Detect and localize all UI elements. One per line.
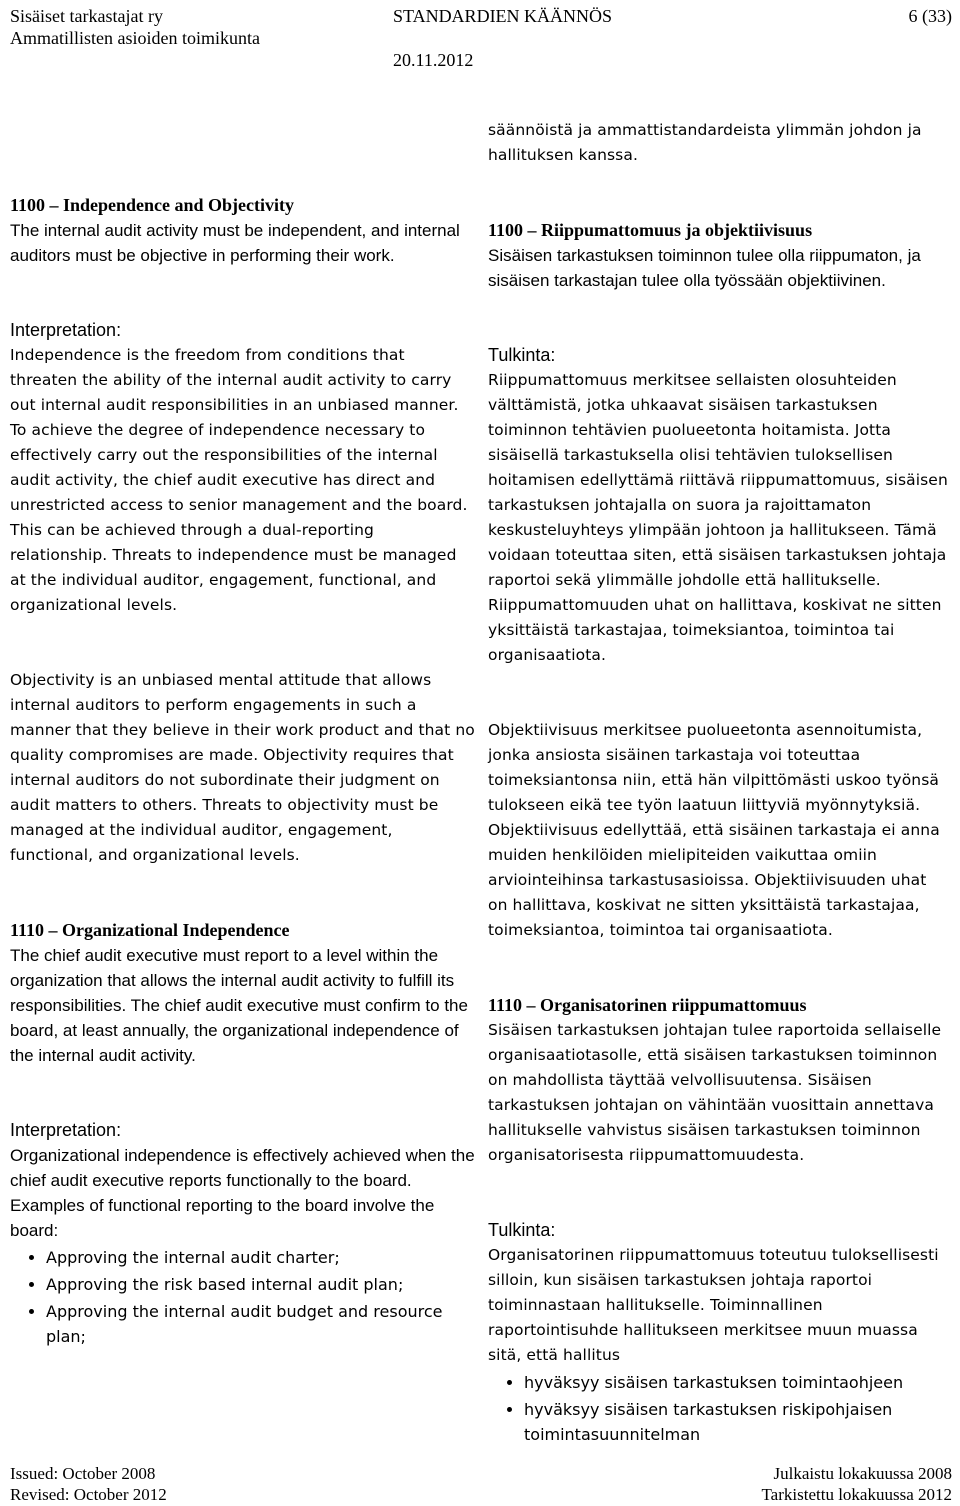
list-item: • Approving the internal audit charter;: [46, 1245, 476, 1270]
interpretation-2-label-fi: Tulkinta:: [488, 1220, 556, 1240]
footer-tarkistettu: Tarkistettu lokakuussa 2012: [761, 1485, 952, 1504]
interpretation-1-label-en: Interpretation:: [10, 320, 122, 340]
interpretation-1-body-fi: Riippumattomuus merkitsee sellaisten olosuhteiden välttämistä, jotka uhkaavat sisäisen tarkastuksen toiminnon tehtävien puolueetonta hoitamista. Jotta sisäisellä tarkastuksella olisi tehtävien tuloksellisen hoitamisen edellyttämä riittävä riippumattomuus, sisäisen tarkastuksen johtajalla on suora ja rajoittamaton keskusteluyhteys ylimpään johtoon ja hallitukseen. Tämä voidaan toteuttaa siten, että sisäisen tarkastuksen johtaja raportoi sekä ylimmälle johdolle että hallitukselle. Riippumattomuuden uhat on hallittava, koskivat ne sitten yksittäistä tarkastajaa, toimeksiantoa, toimintoa tai organisaatiota.: [488, 371, 948, 664]
section-1110-title-fi: 1110 – Organisatorinen riippumattomuus: [488, 995, 807, 1015]
section-1110-body-en: The chief audit executive must report to a level within the organization that allows the internal audit activity to fulfill its responsibilities. The chief audit executive must confirm to the board, at least annually, the organizational independence of the internal audit activity.: [10, 946, 468, 1065]
interpretation-2-body-fi: Organisatorinen riippumattomuus toteutuu tuloksellisesti silloin, kun sisäisen tarkastuksen johtaja raportoi toiminnastaan hallitukselle. Toiminnallinen raportointisuhde hallitukseen merkitsee muun muassa sitä, että hallitus: [488, 1246, 939, 1364]
board-duties-list-fi: [488, 1370, 950, 1447]
section-1110-en: [10, 918, 476, 1068]
list-item: • Approving the risk based internal audit plan;: [46, 1272, 476, 1297]
header-doc-title: STANDARDIEN KÄÄNNÖS: [393, 6, 613, 26]
interpretation-1-body-en: Independence is the freedom from conditions that threaten the ability of the internal audit activity to carry out internal audit responsibilities in an unbiased manner. To achieve the degree of independence necessary to effectively carry out the responsibilities of the internal audit activity, the chief audit executive has direct and unrestricted access to senior management and the board. This can be achieved through a dual-reporting relationship. Threats to independence must be managed at the individual auditor, engagement, functional, and organizational levels.: [10, 346, 468, 614]
interpretation-1-fi: [488, 343, 950, 668]
section-1100-body-en: The internal audit activity must be independent, and internal auditors must be objective in performing their work.: [10, 221, 460, 265]
section-1110-title-en: 1110 – Organizational Independence: [10, 920, 290, 940]
carry-over-paragraph-fi: [488, 118, 950, 168]
section-1100-title-en: 1100 – Independence and Objectivity: [10, 195, 295, 215]
objectivity-paragraph-en: [10, 668, 476, 868]
list-item: • Approving the internal audit budget and resource plan;: [46, 1299, 476, 1349]
section-1110-body-fi: Sisäisen tarkastuksen johtajan tulee raportoida sellaiselle organisaatiotasolle, että sisäisen tarkastuksen toiminnon on mahdollista täyttää velvollisuutensa. Sisäisen tarkastuksen johtajan on vähintään vuosittain annettava hallitukselle vahvistus sisäisen tarkastuksen toiminnon organisatorisesta riippumattomuudesta.: [488, 1021, 942, 1164]
interpretation-2-en: [10, 1118, 476, 1349]
header-org-name: Sisäiset tarkastajat ry: [10, 6, 163, 26]
section-1100-title-fi: 1100 – Riippumattomuus ja objektiivisuus: [488, 220, 813, 240]
footer-issued: Issued: October 2008: [10, 1464, 156, 1483]
list-item: • hyväksyy sisäisen tarkastuksen toimintaohjeen: [524, 1370, 950, 1395]
objectivity-body-en: Objectivity is an unbiased mental attitude that allows internal auditors to perform engagements in such a manner that they believe in their work product and that no quality compromises are made. Objectivity requires that internal auditors do not subordinate their judgment on audit matters to others. Threats to objectivity must be managed at the individual auditor, engagement, functional, and organizational levels.: [10, 671, 475, 864]
header-doc-date: 20.11.2012: [393, 50, 474, 70]
section-1100-fi: [488, 218, 950, 293]
finnish-column: [488, 118, 950, 1449]
board-duties-list-en: [10, 1245, 476, 1349]
objectivity-paragraph-fi: [488, 718, 950, 943]
interpretation-1-en: [10, 318, 476, 618]
interpretation-2-fi: [488, 1218, 950, 1447]
section-1110-fi: [488, 993, 950, 1168]
footer-julkaistu: Julkaistu lokakuussa 2008: [773, 1464, 952, 1483]
section-1100-en: [10, 193, 476, 268]
interpretation-2-body-en: Organizational independence is effectively achieved when the chief audit executive reports functionally to the board. Examples of functional reporting to the board involve the board:: [10, 1146, 475, 1240]
objectivity-body-fi: Objektiivisuus merkitsee puolueetonta asennoitumista, jonka ansiosta sisäinen tarkastaja voi toteuttaa toimeksiantonsa niin, että hän vilpittömästi uskoo työnsä tulokseen eikä tee työn laatuun liittyviä myönnytyksiä. Objektiivisuus edellyttää, että sisäinen tarkastaja ei anna muiden henkilöiden mielipiteiden vaikuttaa omiin arviointeihinsa tarkastusasioissa. Objektiivisuuden uhat on hallittava, koskivat ne sitten yksittäistä tarkastajaa, toimeksiantoa, toimintoa tai organisaatiota.: [488, 721, 940, 939]
header-committee-name: Ammatillisten asioiden toimikunta: [10, 28, 260, 48]
header-page-number: 6 (33): [908, 6, 952, 26]
interpretation-1-label-fi: Tulkinta:: [488, 345, 556, 365]
carry-over-text-fi: säännöistä ja ammattistandardeista ylimmän johdon ja hallituksen kanssa.: [488, 121, 922, 164]
section-1100-body-fi: Sisäisen tarkastuksen toiminnon tulee olla riippumaton, ja sisäisen tarkastajan tulee olla työssään objektiivinen.: [488, 246, 921, 290]
list-item: • hyväksyy sisäisen tarkastuksen riskipohjaisen toimintasuunnitelman: [524, 1397, 950, 1447]
footer-revised: Revised: October 2012: [10, 1485, 167, 1504]
english-column: [10, 118, 476, 1351]
interpretation-2-label-en: Interpretation:: [10, 1120, 122, 1140]
